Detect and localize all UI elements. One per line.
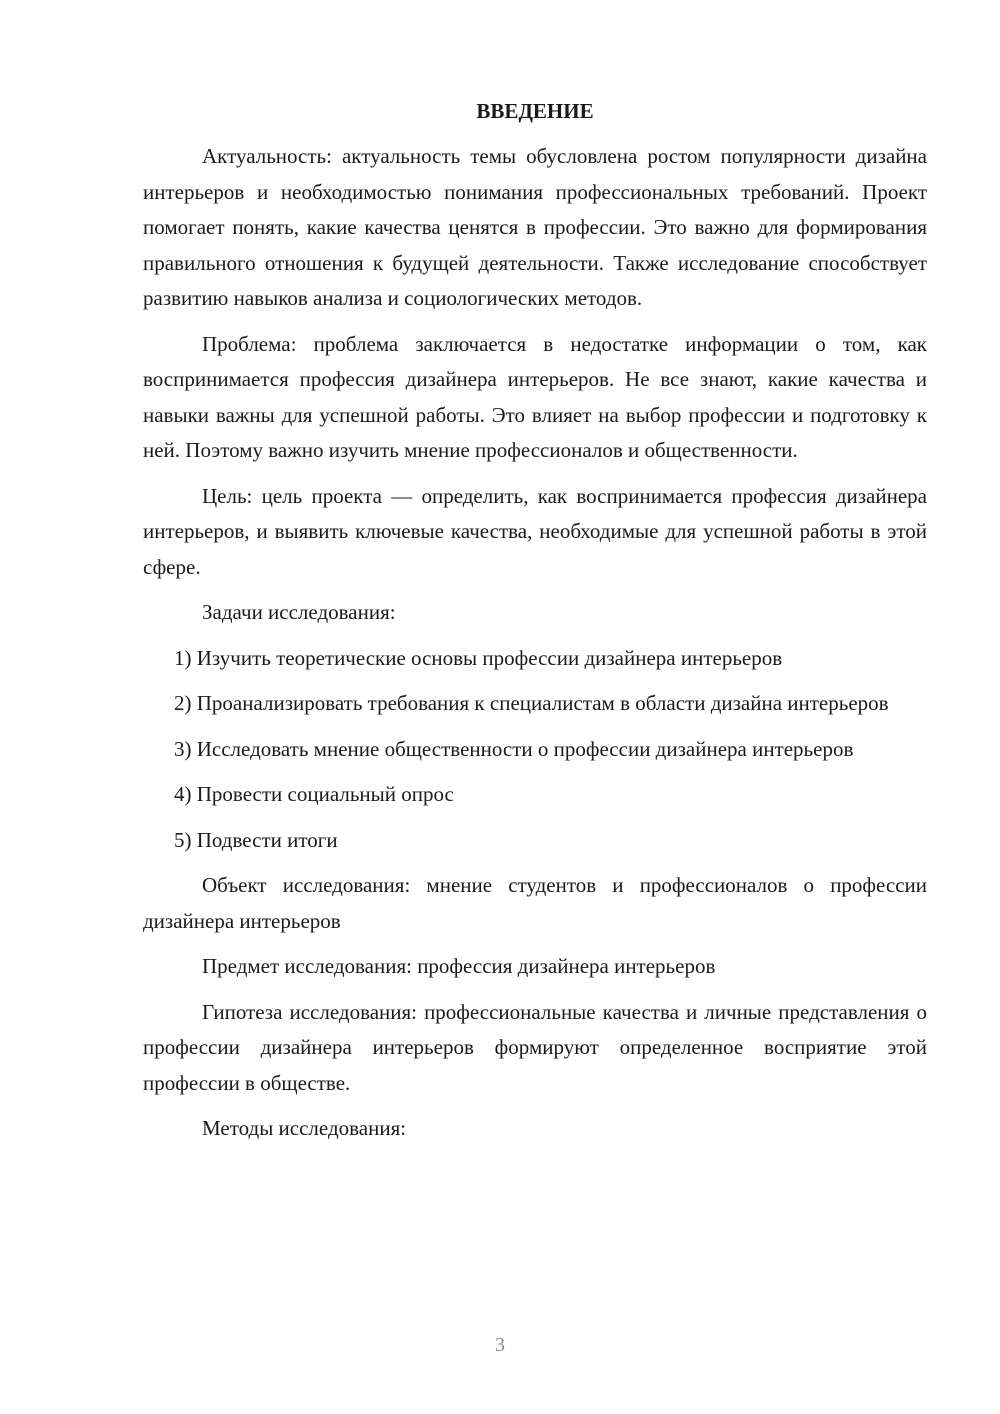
paragraph-subject: Предмет исследования: профессия дизайнера интерьеров (202, 954, 716, 978)
list-item: 1) Изучить теоретические основы профессии дизайнера интерьеров (174, 645, 783, 670)
list-item: 4) Провести социальный опрос (174, 782, 454, 806)
paragraph-methods-heading: Методы исследования: (202, 1116, 407, 1140)
paragraph-tasks-heading: Задачи исследования: (202, 600, 396, 624)
paragraph-object: Объект исследования: мнение студентов и профессионалов о профессии дизайнера интерьеров (143, 873, 927, 933)
page-number: 3 (495, 1334, 505, 1356)
tasks-list (143, 641, 927, 859)
page-content (143, 96, 927, 1157)
list-item: 2) Проанализировать требования к специалистам в области дизайна интерьеров (174, 691, 889, 715)
list-item: 5) Подвести итоги (174, 827, 338, 852)
paragraph-relevance: Актуальность: актуальность темы обусловлена ростом популярности дизайна интерьеров и необходимостью понимания профессиональных требований. Проект помогает понять, какие качества ценятся в профессии. Это важно для формирования правильного отношения к будущей деятельности. Также исследование способствует развитию навыков анализа и социологических методов. (143, 144, 927, 310)
paragraph-hypothesis: Гипотеза исследования: профессиональные качества и личные представления о профессии дизайнера интерьеров формируют определенное восприятие этой профессии в обществе. (143, 999, 927, 1095)
paragraph-goal: Цель: цель проекта — определить, как воспринимается профессия дизайнера интерьеров, и выявить ключевые качества, необходимые для успешной работы в этой сфере. (143, 483, 927, 579)
list-item: 3) Исследовать мнение общественности о профессии дизайнера интерьеров (174, 736, 854, 761)
paragraph-problem: Проблема: проблема заключается в недостатке информации о том, как воспринимается профессия дизайнера интерьеров. Не все знают, какие качества и навыки важны для успешной работы. Это влияет на выбор профессии и подготовку к ней. Поэтому важно изучить мнение профессионалов и общественности. (143, 331, 927, 462)
section-title: ВВЕДЕНИЕ (476, 99, 594, 123)
